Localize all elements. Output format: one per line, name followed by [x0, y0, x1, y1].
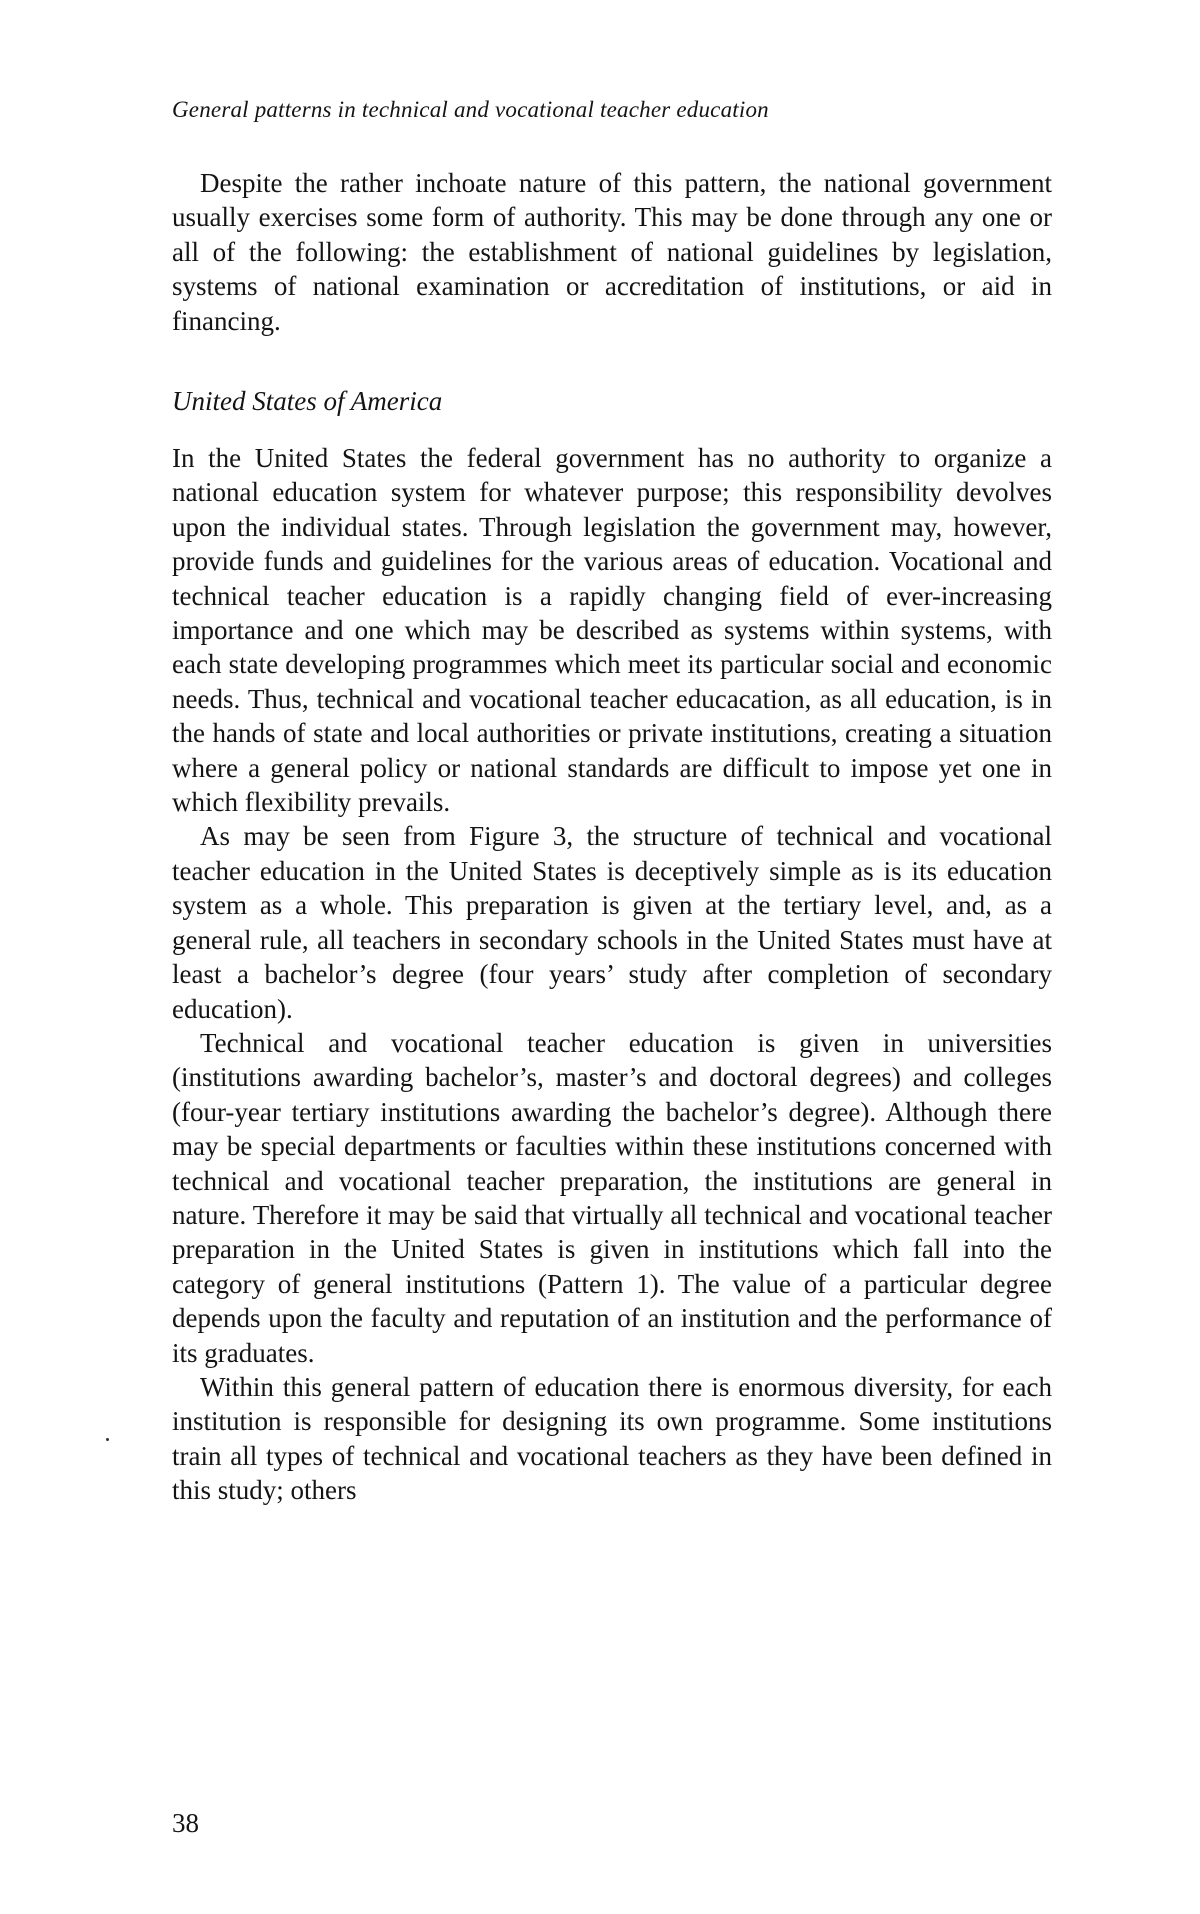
page-number: 38	[172, 1808, 199, 1838]
running-head: General patterns in technical and vocational teacher education	[172, 97, 769, 122]
section-heading: United States of America	[172, 386, 443, 416]
section-body	[172, 441, 1052, 1508]
paragraph-1: In the United States the federal government has no authority to organize a national education system for whatever purpose; this responsibility devolves upon the individual states. Through legislation the government may, however, provide funds and guidelines for the various areas of education. Vocational and technical teacher education is a rapidly changing field of ever-increasing importance and one which may be described as systems within systems, with each state developing programmes which meet its particular social and economic needs. Thus, technical and vocational teacher educacation, as all education, is in the hands of state and local authorities or private institutions, creating a situation where a general policy or national standards are difficult to impose yet one in which flexibility prevails.	[172, 443, 1052, 818]
intro-text	[172, 166, 1052, 338]
intro-paragraph: Despite the rather inchoate nature of this pattern, the national government usually exercises some form of authority. This may be done through any one or all of the following: the establishment of national guidelines by legislation, systems of national examination or accreditation of institutions, or aid in financing.	[172, 168, 1052, 336]
paragraph-4: Within this general pattern of education there is enormous diversity, for each institution is responsible for designing its own programme. Some institutions train all types of technical and vocational teachers as they have been defined in this study; others	[172, 1371, 1052, 1506]
paragraph-2: As may be seen from Figure 3, the structure of technical and vocational teacher education in the United States is deceptively simple as is its education system as a whole. This preparation is given at the tertiary level, and, as a general rule, all teachers in secondary schools in the United States must have at least a bachelor’s degree (four years’ study after completion of secondary education).	[172, 821, 1052, 1024]
paragraph-3: Technical and vocational teacher education is given in universities (institutions awarding bachelor’s, master’s and doctoral degrees) and colleges (four-year tertiary institutions awarding the bachelor’s degree). Although there may be special departments or faculties within these institutions concerned with technical and vocational teacher preparation, the institutions are general in nature. Therefore it may be said that virtually all technical and vocational teacher preparation in the United States is given in institutions which fall into the category of general institutions (Pattern 1). The value of a particular degree depends upon the faculty and reputation of an institution and the performance of its graduates.	[172, 1027, 1052, 1368]
scan-speck	[106, 1438, 109, 1441]
